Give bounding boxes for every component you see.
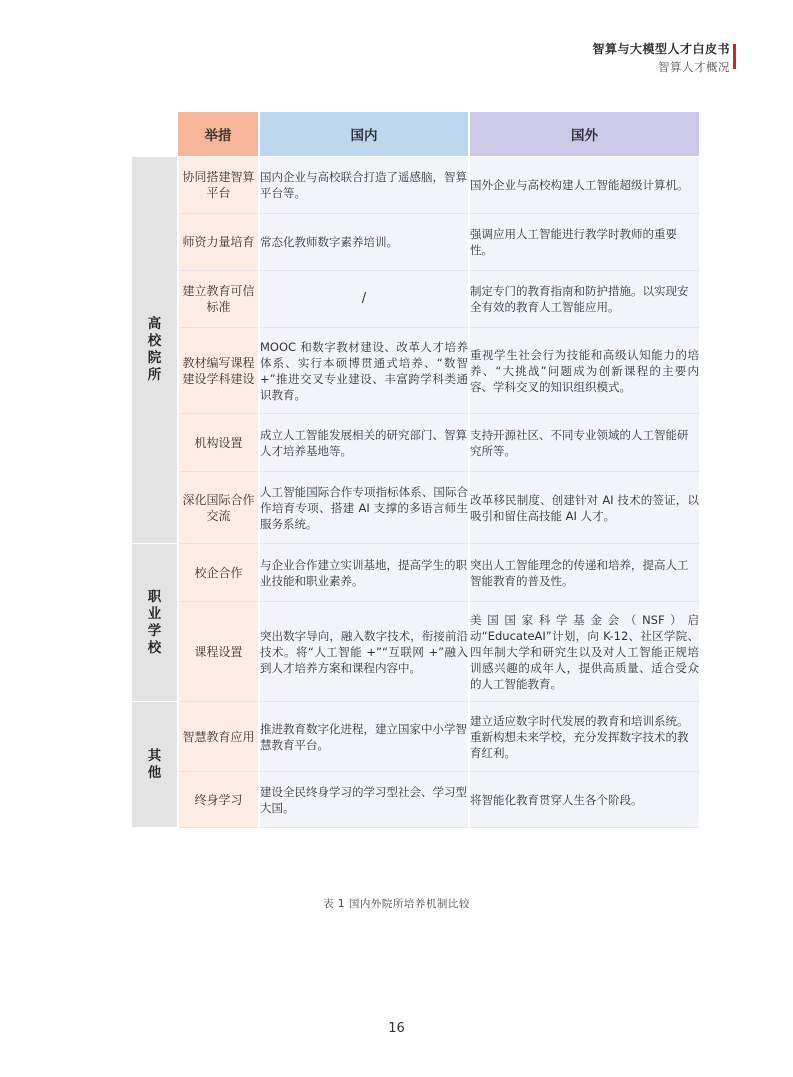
column-header-foreign: 国外: [469, 112, 699, 157]
foreign-cell: 国外企业与高校构建人工智能超级计算机。: [469, 157, 699, 214]
table-row: [132, 472, 699, 544]
table-row: [132, 772, 699, 828]
domestic-cell: 推进教育数字化进程，建立国家中小学智慧教育平台。: [259, 702, 469, 772]
foreign-cell: 强调应用人工智能进行教学时教师的重要性。: [469, 214, 699, 271]
measure-cell: 建立教育可信标准: [178, 271, 259, 328]
document-title: 智算与大模型人才白皮书: [592, 42, 730, 56]
header-corner-empty: [132, 112, 178, 157]
domestic-cell: 与企业合作建立实训基地，提高学生的职业技能和职业素养。: [259, 544, 469, 602]
domestic-cell: 突出数字导向，融入数字技术，衔接前沿技术。将“人工智能 +”“互联网 +”融入到人才培养方案和课程内容中。: [259, 602, 469, 702]
domestic-cell: 国内企业与高校联合打造了遥感脑，智算平台等。: [259, 157, 469, 214]
foreign-cell: 建立适应数字时代发展的教育和培训系统。重新构想未来学校，充分发挥数字技术的教育红利。: [469, 702, 699, 772]
table-row: [132, 702, 699, 772]
group-label-universities: 高校院所: [132, 157, 178, 544]
measure-cell: 终身学习: [178, 772, 259, 828]
table-header-row: [132, 112, 699, 157]
measure-cell: 深化国际合作交流: [178, 472, 259, 544]
foreign-cell: 重视学生社会行为技能和高级认知能力的培养、“大挑战”问题成为创新课程的主要内容、学科交叉的知识组织模式。: [469, 328, 699, 414]
section-title: 智算人才概况: [658, 60, 730, 74]
table-caption: 表 1 国内外院所培养机制比较: [323, 898, 470, 910]
comparison-table: [132, 112, 699, 828]
table-row: [132, 414, 699, 472]
measure-cell: 校企合作: [178, 544, 259, 602]
foreign-cell: 突出人工智能理念的传递和培养，提高人工智能教育的普及性。: [469, 544, 699, 602]
domestic-cell: 常态化教师数字素养培训。: [259, 214, 469, 271]
table-row: [132, 271, 699, 328]
domestic-cell: 建设全民终身学习的学习型社会、学习型大国。: [259, 772, 469, 828]
measure-cell: 课程设置: [178, 602, 259, 702]
foreign-cell: 美国国家科学基金会（NSF）启动“EducateAI”计划，向 K-12、社区学院、四年制大学和研究生以及对人工智能正规培训感兴趣的成年人，提供高质量、适合受众的人工智能教育。: [469, 602, 699, 702]
column-header-domestic: 国内: [259, 112, 469, 157]
group-label-other: 其他: [132, 702, 178, 828]
domestic-cell: /: [259, 271, 469, 328]
domestic-cell: MOOC 和数字教材建设、改革人才培养体系、实行本硕博贯通式培养、“数智 +”推进交叉专业建设、丰富跨学科类通识教育。: [259, 328, 469, 414]
table-row: [132, 157, 699, 214]
header-accent-bar: [733, 44, 736, 69]
table-row: [132, 602, 699, 702]
table-row: [132, 544, 699, 602]
table-row: [132, 328, 699, 414]
foreign-cell: 将智能化教育贯穿人生各个阶段。: [469, 772, 699, 828]
measure-cell: 师资力量培育: [178, 214, 259, 271]
domestic-cell: 成立人工智能发展相关的研究部门、智算人才培养基地等。: [259, 414, 469, 472]
domestic-cell: 人工智能国际合作专项指标体系、国际合作培育专项、搭建 AI 支撑的多语言师生服务系统。: [259, 472, 469, 544]
column-header-measure: 举措: [178, 112, 259, 157]
foreign-cell: 支持开源社区、不同专业领域的人工智能研究所等。: [469, 414, 699, 472]
group-label-vocational: 职业学校: [132, 544, 178, 702]
measure-cell: 智慧教育应用: [178, 702, 259, 772]
measure-cell: 机构设置: [178, 414, 259, 472]
table-row: [132, 214, 699, 271]
running-header: [592, 42, 730, 75]
page-number: 16: [388, 1021, 405, 1036]
foreign-cell: 制定专门的教育指南和防护措施。以实现安全有效的教育人工智能应用。: [469, 271, 699, 328]
measure-cell: 教材编写课程建设学科建设: [178, 328, 259, 414]
foreign-cell: 改革移民制度、创建针对 AI 技术的签证，以吸引和留住高技能 AI 人才。: [469, 472, 699, 544]
measure-cell: 协同搭建智算平台: [178, 157, 259, 214]
